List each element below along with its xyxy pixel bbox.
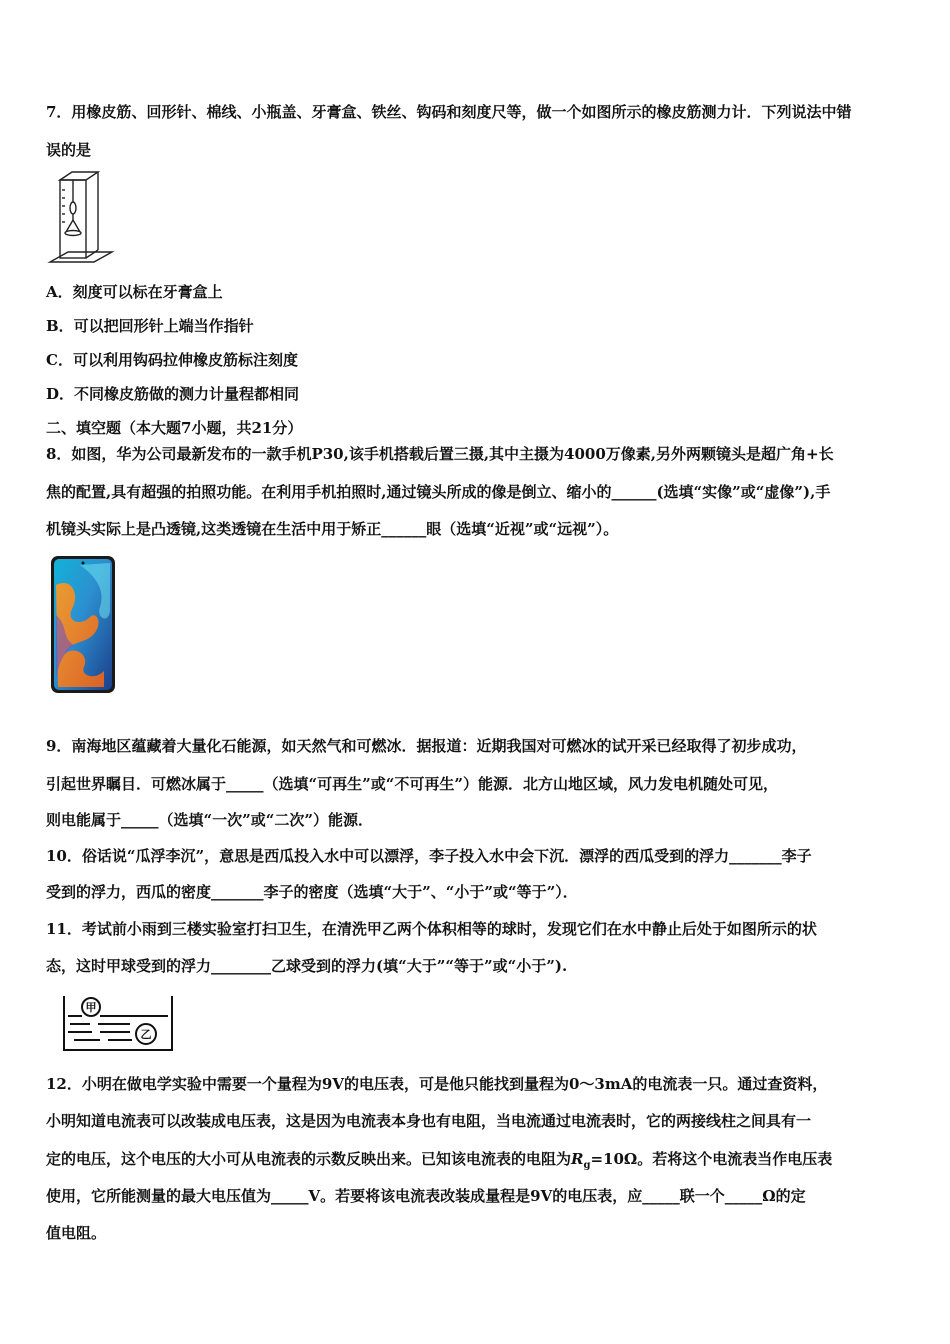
q8-line2: 焦的配置,具有超强的拍照功能。在利用手机拍照时,通过镜头所成的像是倒立、缩小的______(选填“实像”或“虚像”),手: [46, 483, 831, 501]
q12-line3-text: 定的电压，这个电压的大小可从电流表的示数反映出来。已知该电流表的电阻为: [46, 1150, 572, 1168]
q8-line1: 8．如图，华为公司最新发布的一款手机P30,该手机搭载后置三摄,其中主摄为4000万像素,另外两颗镜头是超广角+长: [46, 445, 834, 463]
ball-yi-label: 乙: [140, 1028, 152, 1041]
q12-line2: 小明知道电流表可以改装成电压表，这是因为电流表本身也有电阻，当电流通过电流表时，它的两接线柱之间具有一: [46, 1112, 812, 1130]
q10-line2: 受到的浮力，西瓜的密度_______李子的密度（选填“大于”、“小于”或“等于”）．: [46, 883, 578, 901]
q10-line1: 10．俗话说“瓜浮李沉”，意思是西瓜投入水中可以漂浮，李子投入水中会下沉．漂浮的西瓜受到的浮力_______李子: [46, 847, 812, 865]
q9-line1: 9．南海地区蕴藏着大量化石能源，如天然气和可燃冰．据报道：近期我国对可燃冰的试开采已经取得了初步成功，: [46, 737, 807, 755]
q11-line2: 态，这时甲球受到的浮力________乙球受到的浮力(填“大于”“等于”或“小于”).: [46, 957, 568, 975]
section-title: 二、填空题（本大题7小题，共21分）: [46, 419, 303, 437]
ball-jia-label: 甲: [85, 1001, 97, 1014]
q7-line2: 误的是: [46, 141, 92, 159]
q12-line4: 使用，它所能测量的最大电压值为_____V。若要将该电流表改装成量程是9V的电压表，应_____联一个_____Ω的定: [46, 1187, 806, 1205]
q7-option-d: D．不同橡皮筋做的测力计量程都相同: [46, 385, 300, 403]
q7-option-c: C．可以利用钩码拉伸橡皮筋标注刻度: [46, 351, 298, 369]
q7-line1: 7．用橡皮筋、回形针、棉线、小瓶盖、牙膏盒、铁丝、钩码和刻度尺等，做一个如图所示的橡皮筋测力计．下列说法中错: [46, 103, 852, 121]
q12-line3: [46, 1149, 910, 1176]
rubber-band-scale-figure: [46, 168, 118, 272]
q12-line1: 12．小明在做电学实验中需要一个量程为9V的电压表，可是他只能找到量程为0～3mA的电流表一只。通过查资料，: [46, 1075, 828, 1093]
water-tank-figure: [60, 994, 178, 1054]
phone-image: [50, 555, 118, 695]
q12-line3-end: =10Ω。若将这个电流表当作电压表: [590, 1150, 833, 1168]
q11-line1: 11．考试前小雨到三楼实验室打扫卫生，在清洗甲乙两个体积相等的球时，发现它们在水中静止后处于如图所示的状: [46, 920, 817, 938]
q7-option-b: B．可以把回形针上端当作指针: [46, 317, 254, 335]
q12-line5: 值电阻。: [46, 1224, 107, 1242]
resistance-subscript: g: [583, 1160, 591, 1171]
q9-line3: 则电能属于_____（选填“一次”或“二次”）能源．: [46, 811, 374, 829]
resistance-symbol: R: [571, 1150, 584, 1168]
q8-line3: 机镜头实际上是凸透镜,这类透镜在生活中用于矫正______眼（选填“近视”或“远视”）。: [46, 520, 619, 538]
q9-line2: 引起世界瞩目．可燃冰属于_____（选填“可再生”或“不可再生”）能源．北方山地区域，风力发电机随处可见，: [46, 775, 779, 793]
q7-option-a: A．刻度可以标在牙膏盒上: [46, 283, 223, 301]
